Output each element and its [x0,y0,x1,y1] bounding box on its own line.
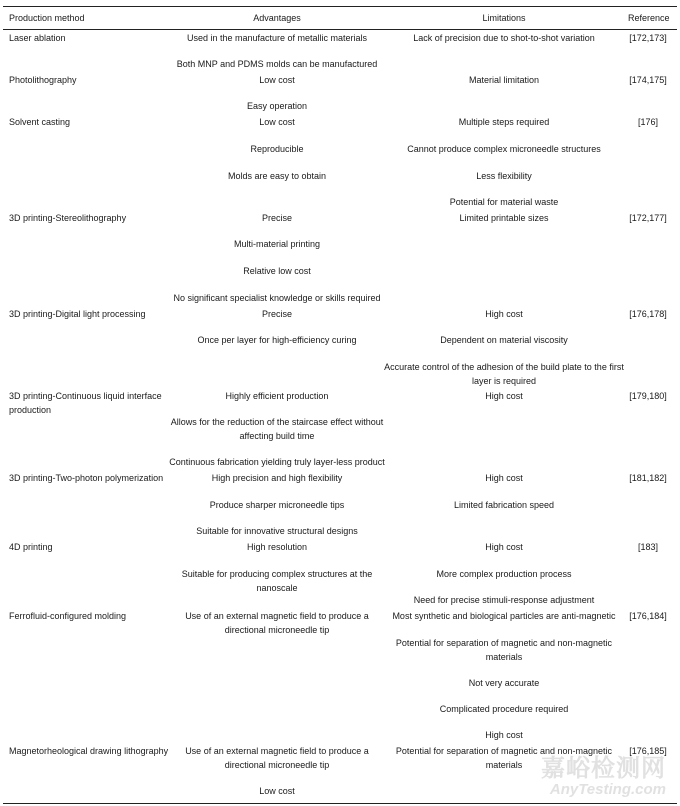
limitation-cell: Multiple steps required [458,117,550,127]
advantage-cell: Continuous fabrication yielding truly layer-less product [169,457,385,467]
advantage-cell: Easy operation [246,101,308,111]
method-cell: 3D printing-Digital light processing [9,309,146,319]
limitation-cell: More complex production process [436,569,572,579]
reference-cell: [172,177] [629,213,667,223]
advantage-cell: Use of an external magnetic field to produce a directional microneedle tip [185,611,369,635]
header-limitations: Limitations [482,13,526,23]
advantage-cell: Produce sharper microneedle tips [209,500,345,510]
table-top-rule [3,6,677,7]
advantage-cell: Reproducible [250,144,304,154]
method-cell: Magnetorheological drawing lithography [9,746,169,756]
watermark-chinese-text: 嘉峪检测网 [541,754,666,782]
advantage-cell: Precise [261,213,293,223]
limitation-cell: Accurate control of the adhesion of the build plate to the first layer is required [384,362,624,386]
method-cell: Photolithography [9,75,77,85]
advantage-cell: Once per layer for high-efficiency curing [197,335,357,345]
reference-cell: [183] [637,542,659,552]
method-cell: 4D printing [9,542,53,552]
limitation-cell: High cost [485,309,523,319]
advantage-cell: Low cost [259,75,295,85]
header-method: Production method [9,13,85,23]
method-cell: 3D printing-Continuous liquid interface production [9,391,162,415]
limitation-cell: Limited printable sizes [459,213,549,223]
advantage-cell: High resolution [246,542,308,552]
advantage-cell: No significant specialist knowledge or skills required [173,293,381,303]
advantage-cell: Molds are easy to obtain [227,171,327,181]
limitation-cell: Limited fabrication speed [453,500,555,510]
reference-cell: [181,182] [629,473,667,483]
method-cell: 3D printing-Stereolithography [9,213,127,223]
reference-cell: [176,185] [629,746,667,756]
limitation-cell: Dependent on material viscosity [440,335,568,345]
advantage-cell: Highly efficient production [225,391,329,401]
header-reference: Reference [628,13,670,23]
advantage-cell: Suitable for innovative structural designs [196,526,358,536]
watermark-english-text: AnyTesting.com [549,781,666,798]
limitation-cell: Cannot produce complex microneedle structures [407,144,601,154]
method-cell: Solvent casting [9,117,71,127]
limitation-cell: Not very accurate [468,678,540,688]
limitation-cell: Lack of precision due to shot-to-shot variation [413,33,595,43]
header-advantages: Advantages [253,13,301,23]
reference-cell: [179,180] [629,391,667,401]
reference-cell: [176,178] [629,309,667,319]
reference-cell: [176,184] [629,611,667,621]
advantage-cell: Both MNP and PDMS molds can be manufactured [176,59,378,69]
header-bottom-rule [3,29,677,30]
limitation-cell: Potential for separation of magnetic and non-magnetic materials [395,746,613,770]
limitation-cell: Material limitation [468,75,540,85]
method-cell: Laser ablation [9,33,66,43]
limitation-cell: Potential for material waste [449,197,559,207]
limitation-cell: Need for precise stimuli-response adjustment [413,595,595,605]
advantage-cell: Used in the manufacture of metallic materials [186,33,368,43]
limitation-cell: High cost [485,473,523,483]
limitation-cell: High cost [485,391,523,401]
limitation-cell: Complicated procedure required [439,704,569,714]
limitation-cell: Less flexibility [476,171,532,181]
limitation-cell: Most synthetic and biological particles are anti-magnetic [392,611,616,621]
advantage-cell: Precise [261,309,293,319]
reference-cell: [176] [637,117,659,127]
limitation-cell: Potential for separation of magnetic and non-magnetic materials [395,638,613,662]
method-cell: 3D printing-Two-photon polymerization [9,473,164,483]
table-bottom-rule [3,803,677,804]
advantage-cell: Low cost [259,117,295,127]
advantage-cell: Low cost [259,786,295,796]
reference-cell: [174,175] [629,75,667,85]
advantage-cell: Multi-material printing [233,239,321,249]
advantage-cell: Use of an external magnetic field to produce a directional microneedle tip [185,746,369,770]
advantage-cell: Relative low cost [243,266,311,276]
advantage-cell: Allows for the reduction of the staircase effect without affecting build time [170,417,384,441]
limitation-cell: High cost [485,730,523,740]
advantage-cell: High precision and high flexibility [211,473,343,483]
advantage-cell: Suitable for producing complex structures at the nanoscale [181,569,373,593]
limitation-cell: High cost [485,542,523,552]
reference-cell: [172,173] [629,33,667,43]
method-cell: Ferrofluid-configured molding [9,611,127,621]
